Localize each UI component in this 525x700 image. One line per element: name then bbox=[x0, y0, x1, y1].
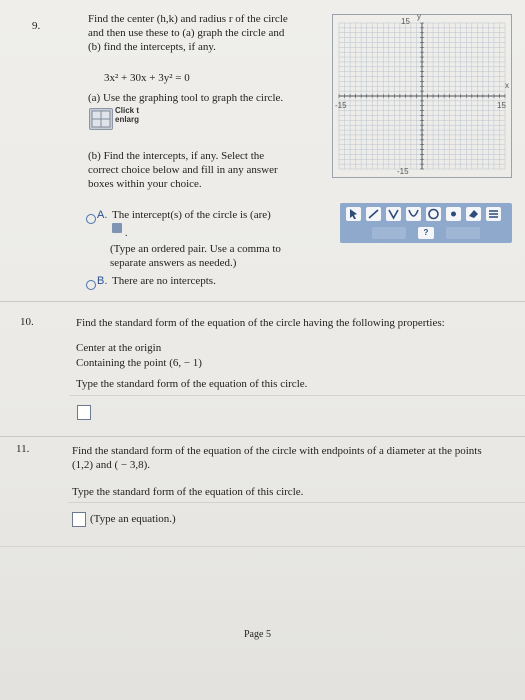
divider bbox=[0, 546, 525, 547]
y-min-label: -15 bbox=[397, 167, 409, 176]
q9-part-b-line-2: correct choice below and fill in any answer bbox=[88, 164, 278, 176]
divider bbox=[0, 301, 525, 302]
coordinate-graph[interactable] bbox=[332, 14, 512, 178]
question-11-number: 11. bbox=[16, 443, 30, 455]
answer-input bbox=[77, 405, 91, 420]
q11-instruction: Type the standard form of the equation of this circle. bbox=[72, 486, 304, 498]
q9-part-a: (a) Use the graphing tool to graph the circle. bbox=[88, 92, 284, 104]
choice-a-label: A. bbox=[97, 209, 108, 221]
radio-icon bbox=[86, 214, 96, 224]
choice-a-note bbox=[110, 242, 281, 270]
curve-tool-icon[interactable] bbox=[406, 207, 421, 221]
click-line-1: Click t bbox=[115, 106, 140, 115]
x-max-label: 15 bbox=[497, 101, 506, 110]
help-button[interactable]: ? bbox=[418, 227, 434, 239]
clear-button[interactable] bbox=[446, 227, 480, 239]
grid-icon bbox=[90, 109, 112, 129]
choice-a-answer-box[interactable] bbox=[112, 223, 122, 233]
x-min-label: -15 bbox=[335, 101, 347, 110]
q11-answer-box[interactable] bbox=[72, 510, 86, 528]
line-tool-icon[interactable] bbox=[366, 207, 381, 221]
choice-a-note-2: separate answers as needed.) bbox=[110, 257, 237, 269]
question-9-number: 9. bbox=[32, 20, 41, 32]
divider bbox=[70, 395, 525, 396]
q10-instruction: Type the standard form of the equation of this circle. bbox=[76, 378, 308, 390]
q10-property-1: Center at the origin bbox=[76, 342, 162, 354]
eraser-tool-icon[interactable] bbox=[466, 207, 481, 221]
question-9-prompt bbox=[88, 12, 328, 54]
q9-part-b bbox=[88, 149, 328, 191]
divider bbox=[68, 502, 525, 503]
choice-a-text: The intercept(s) of the circle is (are) bbox=[112, 209, 271, 221]
choice-a-radio[interactable] bbox=[86, 210, 96, 228]
circle-tool-icon[interactable] bbox=[426, 207, 441, 221]
question-10-number: 10. bbox=[20, 316, 34, 328]
graphing-toolbar bbox=[340, 203, 512, 243]
q10-answer-box[interactable] bbox=[77, 403, 91, 421]
click-line-2: enlarg bbox=[115, 115, 140, 124]
q9-part-b-line-1: (b) Find the intercepts, if any. Select the bbox=[88, 150, 265, 162]
q9-equation: 3x² + 30x + 3y² = 0 bbox=[104, 72, 190, 84]
page-number: Page 5 bbox=[244, 629, 271, 640]
choice-b-text: There are no intercepts. bbox=[112, 275, 216, 287]
q11-prompt-line-1: Find the standard form of the equation of the circle with endpoints of a diameter at the points bbox=[72, 445, 482, 457]
choice-b-radio[interactable] bbox=[86, 276, 96, 294]
q9-line-1: Find the center (h,k) and radius r of the circle bbox=[88, 13, 288, 25]
click-to-enlarge-link[interactable] bbox=[115, 106, 139, 124]
q11-hint: (Type an equation.) bbox=[90, 513, 176, 525]
parabola-tool-icon[interactable] bbox=[386, 207, 401, 221]
q11-prompt-line-2: (1,2) and ( − 3,8). bbox=[72, 459, 150, 471]
q9-line-2: and then use these to (a) graph the circle and bbox=[88, 27, 285, 39]
choice-a-note-1: (Type an ordered pair. Use a comma to bbox=[110, 243, 281, 255]
q9-line-3: (b) find the intercepts, if any. bbox=[88, 41, 216, 53]
radio-icon bbox=[86, 280, 96, 290]
answer-dot: . bbox=[125, 228, 128, 239]
y-axis-label: y bbox=[417, 12, 421, 21]
enlarge-icon[interactable] bbox=[89, 108, 113, 130]
x-axis-label: x bbox=[505, 81, 509, 90]
q9-part-b-line-3: boxes within your choice. bbox=[88, 178, 202, 190]
answer-input bbox=[72, 512, 86, 527]
choice-b-label: B. bbox=[97, 275, 108, 287]
delete-button[interactable] bbox=[372, 227, 406, 239]
menu-tool-icon[interactable] bbox=[486, 207, 501, 221]
q10-property-2: Containing the point (6, − 1) bbox=[76, 357, 202, 369]
divider bbox=[0, 436, 525, 437]
pointer-tool-icon[interactable] bbox=[346, 207, 361, 221]
y-max-label: 15 bbox=[401, 17, 410, 26]
question-10-prompt: Find the standard form of the equation of the circle having the following properties: bbox=[76, 317, 445, 329]
graph-grid bbox=[333, 15, 511, 177]
point-tool-icon[interactable] bbox=[446, 207, 461, 221]
question-11-prompt bbox=[72, 444, 524, 472]
